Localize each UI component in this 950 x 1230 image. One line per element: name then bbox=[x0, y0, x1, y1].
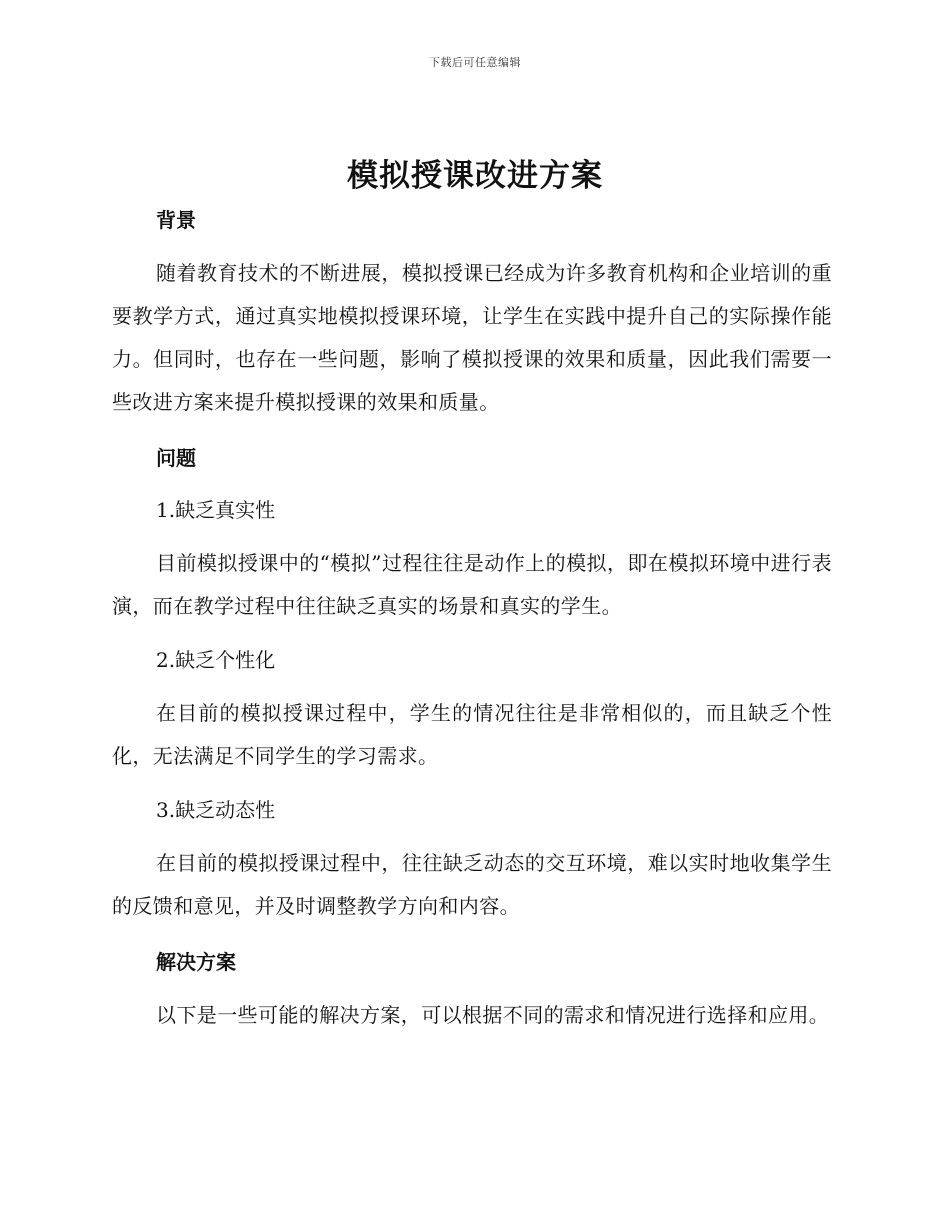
problem-1-text: 目前模拟授课中的“模拟”过程往往是动作上的模拟，即在模拟环境中进行表演，而在教学过程中往往缺乏真实的场景和真实的学生。 bbox=[112, 551, 832, 618]
document-body bbox=[112, 200, 832, 1037]
page-header-note: 下载后可任意编辑 bbox=[429, 56, 521, 69]
problem-2-text: 在目前的模拟授课过程中，学生的情况往往是非常相似的，而且缺乏个性化，无法满足不同学生的学习需求。 bbox=[112, 701, 832, 768]
background-paragraph: 随着教育技术的不断进展，模拟授课已经成为许多教育机构和企业培训的重要教学方式，通过真实地模拟授课环境，让学生在实践中提升自己的实际操作能力。但同时，也存在一些问题，影响了模拟授课的效果和质量，因此我们需要一些改进方案来提升模拟授课的效果和质量。 bbox=[112, 261, 832, 414]
document-title: 模拟授课改进方案 bbox=[347, 158, 603, 194]
section-heading-background: 背景 bbox=[156, 208, 196, 232]
problem-3-title: 3.缺乏动态性 bbox=[156, 798, 276, 822]
problem-1-title: 1.缺乏真实性 bbox=[156, 498, 276, 522]
problem-3-text: 在目前的模拟授课过程中，往往缺乏动态的交互环境，难以实时地收集学生的反馈和意见，并及时调整教学方向和内容。 bbox=[112, 851, 832, 918]
solutions-paragraph: 以下是一些可能的解决方案，可以根据不同的需求和情况进行选择和应用。 bbox=[156, 1003, 830, 1027]
section-heading-solutions: 解决方案 bbox=[156, 950, 236, 974]
problem-2-title: 2.缺乏个性化 bbox=[156, 648, 276, 672]
section-heading-problems: 问题 bbox=[156, 446, 196, 470]
